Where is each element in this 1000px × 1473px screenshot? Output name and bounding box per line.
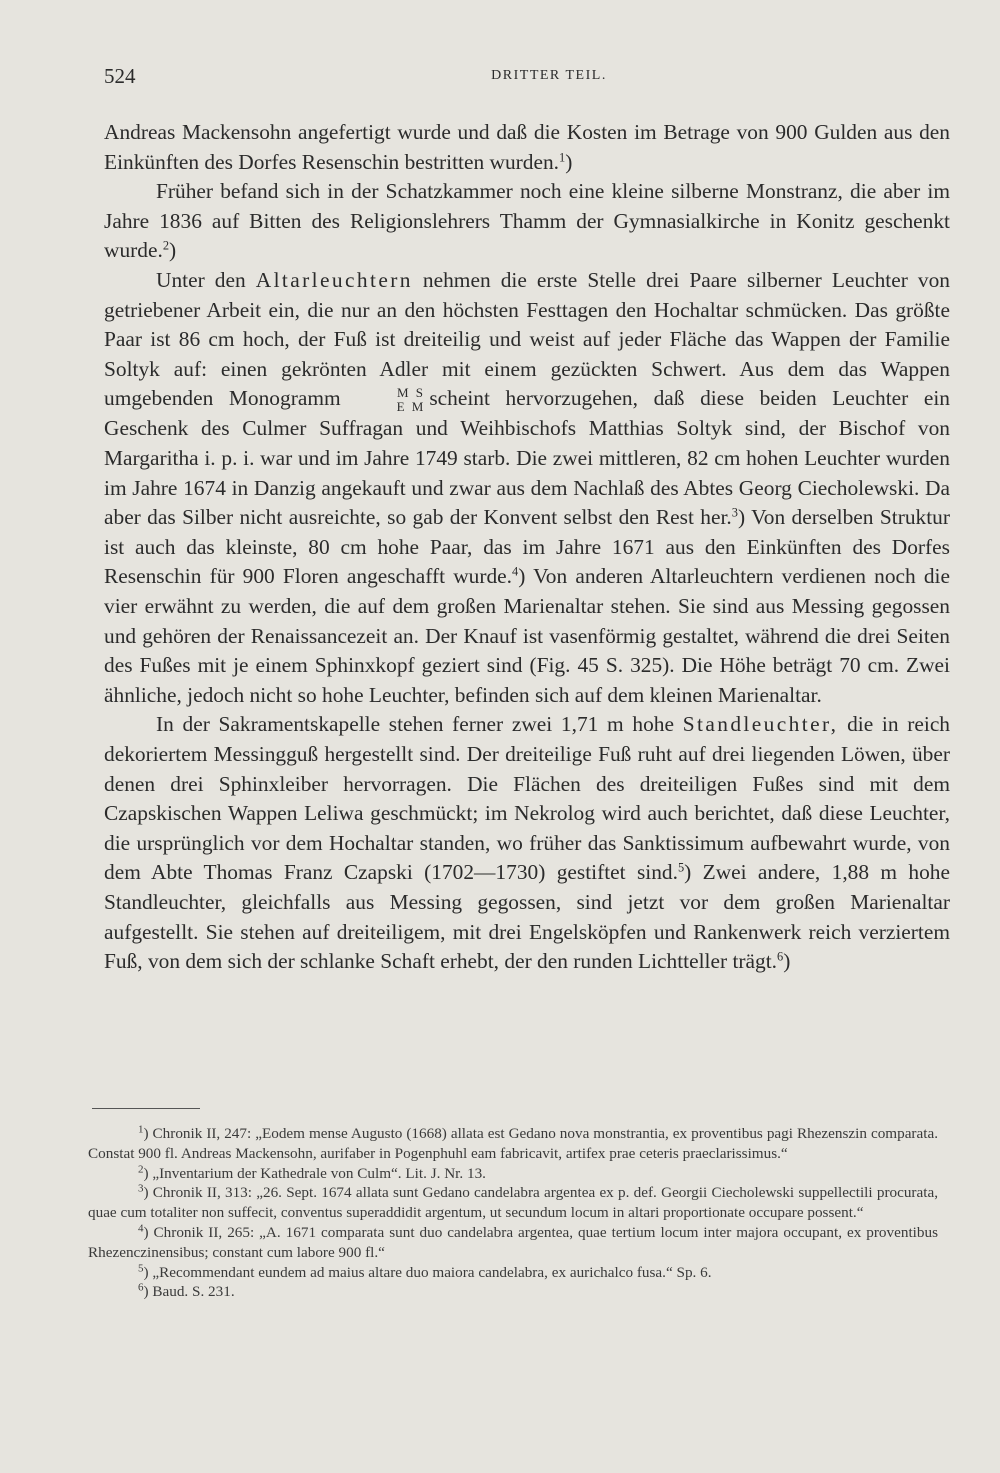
footnote-ref-3: 3 (731, 505, 738, 520)
footnote-ref-2: 2 (162, 238, 170, 253)
body-text (104, 118, 950, 977)
spaced-term-altarleuchtern: Altarleuchtern (255, 267, 413, 292)
footnote-ref-5: 5 (677, 860, 685, 875)
spaced-term-standleuchter: Standleuchter, (682, 712, 839, 737)
footnote-ref-4: 4 (512, 564, 519, 579)
paragraph-1: Andreas Mackensohn angefertigt wurde und daß die Kosten im Betrage von 900 Gulden aus den Einkünften des Dorfes Resenschin bestritten wurden.$^1$) (104, 120, 950, 174)
footnote-ref-6: 6 (777, 949, 784, 964)
footnote-2: $^2$) „Inventarium der Kathedrale von Culm“. Lit. J. Nr. 13. (138, 1163, 486, 1182)
paragraph-3: Unter den Altarleuchtern nehmen die erste Stelle drei Paare silberner Leuchter von getriebener Arbeit ein, die nur an den höchsten Festtagen den Hochaltar schmücken. Das größte Paar ist 86 cm hoch, der Fuß ist dreiteilig und weist auf jeder Fläche das Wappen der Familie Soltyk auf: einen gekrönten Adler mit einem gezückten Schwert. Aus dem das Wappen umgebenden Monogramm M S E M scheint hervorzugehen, daß diese beiden Leuchter ein Geschenk des Culmer Suffragan und Weihbischofs Matthias Soltyk sind, der Bischof von Margaritha i. p. i. war und im Jahre 1749 starb. Die zwei mittleren, 82 cm hohen Leuchter wurden im Jahre 1674 in Danzig angekauft und zwar aus dem Nachlaß des Abtes Georg Ciecholewski. Da aber das Silber nicht ausreichte, so gab der Konvent selbst den Rest her.$^3$) Von derselben Struktur ist auch das kleinste, 80 cm hohe Paar, das im Jahre 1671 aus den Einkünften des Dorfes Resenschin für 900 Floren angeschafft wurde.$^4$) Von anderen Altarleuchtern verdienen noch die vier erwähnt zu werden, die auf dem großen Marienaltar stehen. Sie sind aus Messing gegossen und gehören der Renaissancezeit an. Der Knauf ist vasenförmig gestaltet, während die drei Seiten des Fußes mit je einem Sphinxkopf geziert sind (Fig. 45 S. 325). Die Höhe beträgt 70 cm. Zwei ähnliche, jedoch nicht so hohe Leuchter, befinden sich auf dem kleinen Marienaltar. (104, 267, 950, 707)
paragraph-2: Früher befand sich in der Schatzkammer noch eine kleine silberne Monstranz, die aber im Jahre 1836 auf Bitten des Religionslehrers Thamm der Gymnasialkirche in Konitz geschenkt wurde.$^2$) (104, 179, 950, 263)
footnote-6: $^6$) Baud. S. 231. (138, 1281, 235, 1301)
monogram: M S E M (396, 385, 426, 415)
footnote-divider (92, 1108, 200, 1109)
footnote-3: $^3$) Chronik II, 313: „26. Sept. 1674 allata sunt Gedano candelabra argentea ex p. def. Georgii Ciecholewski suppellectili procurata, quae cum totaliter non suffecit, conventus superaddidit argentum, ut secundum locum in altari proportionate occupare possent.“ (88, 1182, 938, 1222)
page-header (104, 64, 954, 94)
footnote-ref-1: 1 (559, 150, 566, 165)
paragraph-4: In der Sakramentskapelle stehen ferner zwei 1,71 m hohe Standleuchter, die in reich dekoriertem Messingguß hergestellt sind. Der dreiteilige Fuß ruht auf drei liegenden Löwen, über denen drei Sphinxleiber hervorragen. Die Flächen des dreiteiligen Fußes sind mit dem Czapskischen Wappen Leliwa geschmückt; im Nekrolog wird auch berichtet, daß diese Leuchter, die ursprünglich vor dem Hochaltar standen, wo früher das Sanktissimum aufbewahrt wurde, von dem Abte Thomas Franz Czapski (1702—1730) gestiftet sind.$^5$) Zwei andere, 1,88 m hohe Standleuchter, gleichfalls aus Messing gegossen, sind jetzt vor dem großen Marienaltar aufgestellt. Sie stehen auf dreiteiligem, mit drei Engelsköpfen und Rankenwerk reich verziertem Fuß, von dem sich der schlanke Schaft erhebt, der den runden Lichtteller trägt.$^6$) (104, 712, 951, 974)
page-number: 524 (104, 64, 136, 88)
footnotes (88, 1124, 938, 1302)
footnote-4: $^4$) Chronik II, 265: „A. 1671 comparata sunt duo candelabra argentea, quae tertium locum inter majora occupant, ex proventibus Rhezenczinensibus; constant cum labore 900 fl.“ (88, 1222, 938, 1261)
running-title: DRITTER TEIL. (491, 68, 607, 83)
footnote-1: $^1$) Chronik II, 247: „Eodem mense Augusto (1668) allata est Gedano nova monstrantia, ex proventibus pagi Rhezenszin comparata. Constat 900 fl. Andreas Mackensohn, aurifaber in Pogenphuhl eam fabricavit, artifex prae ceteris praeclarissimus.“ (88, 1123, 938, 1162)
footnote-5: $^5$) „Recommendant eundem ad maius altare duo maiora candelabra, ex aurichalco fusa.“ Sp. 6. (138, 1262, 712, 1281)
